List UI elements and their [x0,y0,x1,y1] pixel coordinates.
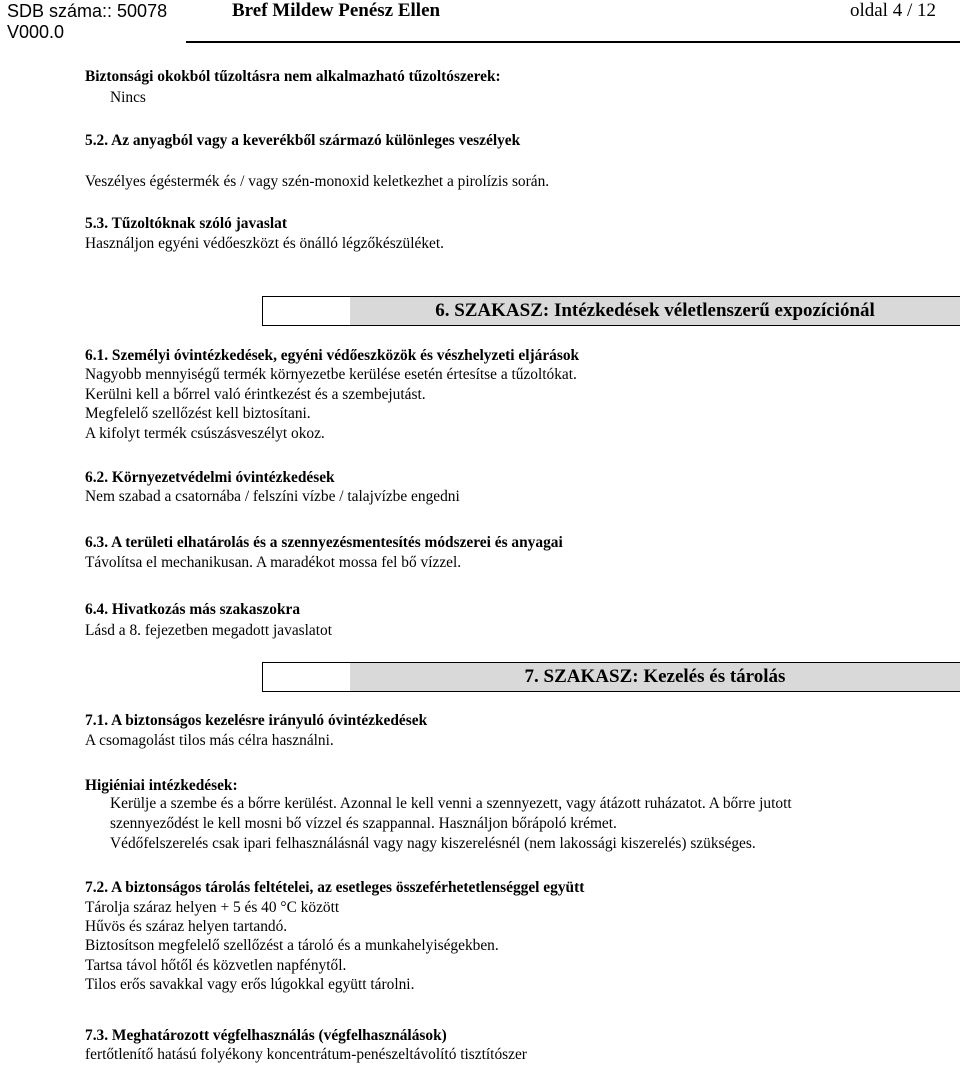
text-7-2-line5: Tilos erős savakkal vagy erős lúgokkal együtt tárolni. [85,976,415,993]
hygiene-line3: Védőfelszerelés csak ipari felhasználásnál vagy nagy kiszerelésnél (nem lakossági kiszerelés) szükséges. [110,835,756,852]
section-6-header [262,296,960,326]
heading-5-3: 5.3. Tűzoltóknak szóló javaslat [85,215,287,232]
heading-6-4: 6.4. Hivatkozás más szakaszokra [85,601,301,618]
section-7-title: 7. SZAKASZ: Kezelés és tárolás [350,663,960,691]
text-7-3: fertőtlenítő hatású folyékony koncentrátum-penészeltávolító tisztítószer [85,1046,527,1063]
version: V000.0 [7,22,65,42]
hygiene-line1: Kerülje a szembe és a bőrre kerülést. Azonnal le kell venni a szennyezett, vagy átázott ruházatot. A bőrre jutott [110,795,792,812]
text-6-3: Távolítsa el mechanikusan. A maradékot mossa fel bő vízzel. [85,554,462,571]
text-6-1-line4: A kifolyt termék csúszásveszélyt okoz. [85,425,325,442]
heading-7-1: 7.1. A biztonságos kezelésre irányuló óvintézkedések [85,712,428,729]
text-7-1: A csomagolást tilos más célra használni. [85,732,334,749]
text-7-2-line2: Hűvös és száraz helyen tartandó. [85,918,288,935]
header-rule [186,41,960,43]
text-7-2-line4: Tartsa távol hőtől és közvetlen napfénytől. [85,957,347,974]
heading-7-3: 7.3. Meghatározott végfelhasználás (végfelhasználások) [85,1027,447,1044]
page-number: oldal 4 / 12 [849,0,936,21]
heading-6-3: 6.3. A területi elhatárolás és a szennyezésmentesítés módszerei és anyagai [85,534,563,551]
hygiene-heading: Higiéniai intézkedések: [85,777,238,794]
unsuitable-extinguishers-value: Nincs [110,89,146,106]
text-6-1-line3: Megfelelő szellőzést kell biztosítani. [85,405,311,422]
product-title: Bref Mildew Penész Ellen [232,0,441,21]
text-5-2: Veszélyes égéstermék és / vagy szén-monoxid keletkezhet a pirolízis során. [85,173,550,190]
text-7-2-line1: Tárolja száraz helyen + 5 és 40 °C között [85,899,340,916]
text-7-2-line3: Biztosítson megfelelő szellőzést a tároló és a munkahelyiségekben. [85,937,499,954]
section-6-title: 6. SZAKASZ: Intézkedések véletlenszerű expozíciónál [350,297,960,325]
text-6-1-line1: Nagyobb mennyiségű termék környezetbe kerülése esetén értesítse a tűzoltókat. [85,366,577,383]
text-6-2: Nem szabad a csatornába / felszíni vízbe / talajvízbe engedni [85,488,460,505]
heading-6-2: 6.2. Környezetvédelmi óvintézkedések [85,469,335,486]
text-6-4: Lásd a 8. fejezetben megadott javaslatot [85,622,333,639]
text-5-3: Használjon egyéni védőeszközt és önálló légzőkészüléket. [85,235,444,252]
heading-6-1: 6.1. Személyi óvintézkedések, egyéni védőeszközök és vészhelyzeti eljárások [85,347,580,364]
heading-7-2: 7.2. A biztonságos tárolás feltételei, az esetleges összeférhetetlenséggel együtt [85,879,585,896]
unsuitable-extinguishers-heading: Biztonsági okokból tűzoltásra nem alkalmazható tűzoltószerek: [85,68,501,85]
text-6-1-line2: Kerülni kell a bőrrel való érintkezést és a szembejutást. [85,386,426,403]
section-7-header [262,662,960,692]
heading-5-2: 5.2. Az anyagból vagy a keverékből származó különleges veszélyek [85,132,521,149]
sdb-number: SDB száma:: 50078 [7,1,168,21]
hygiene-line2: szennyeződést le kell mosni bő vízzel és szappannal. Használjon bőrápoló krémet. [110,815,617,832]
